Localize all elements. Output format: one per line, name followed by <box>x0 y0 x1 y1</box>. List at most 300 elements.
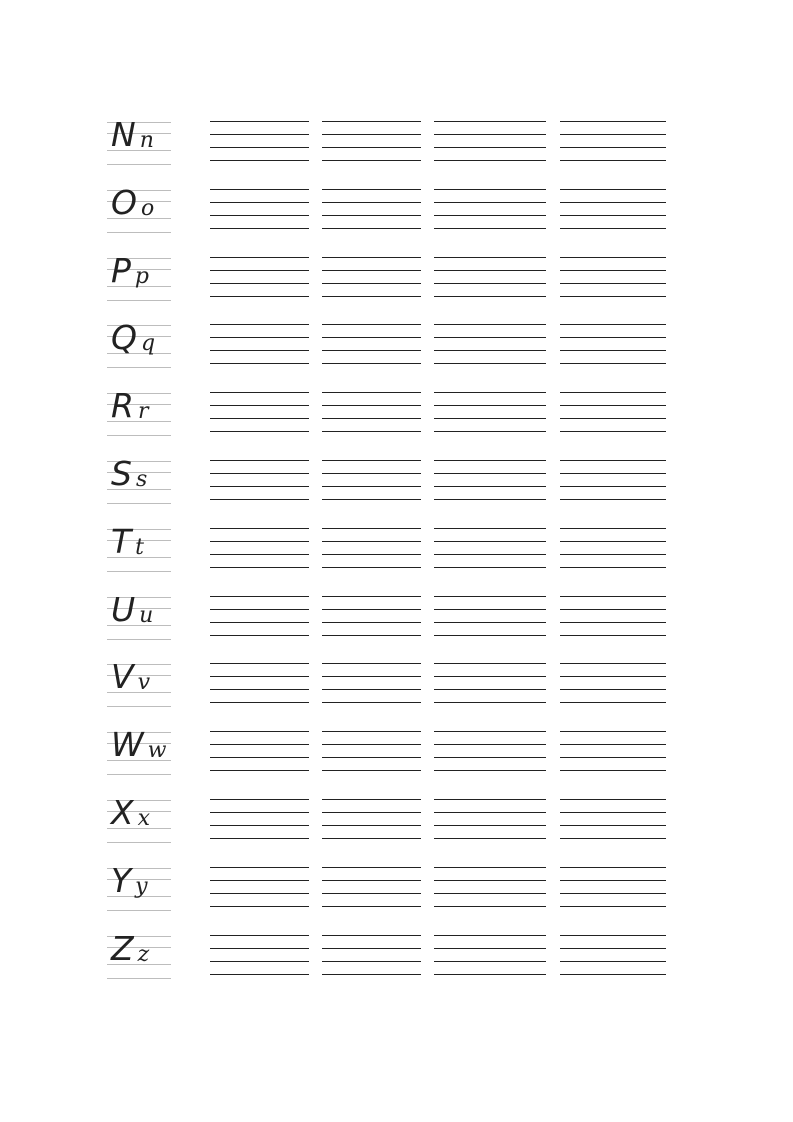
writing-line <box>210 431 309 432</box>
writing-line <box>560 228 666 229</box>
practice-box-1 <box>210 934 309 980</box>
letter-specimen <box>107 522 171 573</box>
writing-line <box>210 880 309 881</box>
practice-box-1 <box>210 866 309 912</box>
practice-box-4 <box>560 934 666 980</box>
writing-line <box>210 121 309 122</box>
practice-box-3 <box>434 730 546 776</box>
writing-line <box>322 189 421 190</box>
writing-line <box>210 337 309 338</box>
guide-line <box>107 842 171 843</box>
writing-line <box>434 283 546 284</box>
letter-pair <box>111 657 151 696</box>
writing-line <box>210 418 309 419</box>
writing-line <box>322 392 421 393</box>
writing-line <box>210 609 309 610</box>
writing-line <box>322 228 421 229</box>
writing-line <box>322 528 421 529</box>
uppercase-letter: Q <box>111 318 137 357</box>
practice-box-1 <box>210 391 309 437</box>
writing-line <box>560 935 666 936</box>
practice-box-2 <box>322 934 421 980</box>
writing-line <box>560 499 666 500</box>
letter-specimen <box>107 725 171 776</box>
writing-line <box>434 392 546 393</box>
writing-line <box>210 134 309 135</box>
uppercase-letter: X <box>111 793 134 832</box>
writing-line <box>322 337 421 338</box>
writing-line <box>560 363 666 364</box>
writing-line <box>210 757 309 758</box>
guide-line <box>107 300 171 301</box>
writing-line <box>560 702 666 703</box>
writing-line <box>210 867 309 868</box>
practice-box-3 <box>434 391 546 437</box>
writing-line <box>560 554 666 555</box>
writing-line <box>434 528 546 529</box>
uppercase-letter: Z <box>111 929 134 968</box>
guide-line <box>107 910 171 911</box>
letter-row-n <box>0 115 793 176</box>
writing-line <box>560 215 666 216</box>
practice-box-3 <box>434 256 546 302</box>
writing-line <box>210 744 309 745</box>
writing-line <box>434 296 546 297</box>
writing-line <box>322 460 421 461</box>
writing-line <box>322 324 421 325</box>
uppercase-letter: P <box>111 251 131 290</box>
practice-box-1 <box>210 120 309 166</box>
writing-line <box>322 961 421 962</box>
letter-row-v <box>0 657 793 718</box>
letter-row-z <box>0 929 793 990</box>
writing-line <box>210 770 309 771</box>
writing-line <box>434 337 546 338</box>
writing-line <box>434 324 546 325</box>
letter-pair <box>111 454 148 493</box>
writing-line <box>434 270 546 271</box>
writing-line <box>434 215 546 216</box>
writing-line <box>322 270 421 271</box>
writing-line <box>434 418 546 419</box>
writing-line <box>560 121 666 122</box>
writing-line <box>322 431 421 432</box>
writing-line <box>210 541 309 542</box>
writing-line <box>434 635 546 636</box>
letter-row-w <box>0 725 793 786</box>
practice-box-4 <box>560 188 666 234</box>
writing-line <box>434 770 546 771</box>
letter-pair <box>111 590 154 629</box>
writing-line <box>322 554 421 555</box>
lowercase-letter: q <box>140 331 156 356</box>
letter-specimen <box>107 861 171 912</box>
writing-line <box>434 460 546 461</box>
lowercase-letter: r <box>137 399 149 424</box>
writing-line <box>322 160 421 161</box>
practice-box-3 <box>434 934 546 980</box>
writing-line <box>322 202 421 203</box>
guide-line <box>107 503 171 504</box>
writing-line <box>210 350 309 351</box>
practice-box-4 <box>560 391 666 437</box>
guide-line <box>107 435 171 436</box>
writing-line <box>434 596 546 597</box>
writing-line <box>434 799 546 800</box>
writing-line <box>210 270 309 271</box>
writing-line <box>434 825 546 826</box>
lowercase-letter: p <box>134 264 149 289</box>
writing-line <box>322 825 421 826</box>
writing-line <box>434 702 546 703</box>
writing-line <box>434 609 546 610</box>
writing-line <box>434 838 546 839</box>
writing-line <box>210 596 309 597</box>
letter-row-t <box>0 522 793 583</box>
practice-box-2 <box>322 527 421 573</box>
writing-line <box>322 609 421 610</box>
uppercase-letter: U <box>111 590 136 629</box>
letter-pair <box>111 861 148 900</box>
practice-box-4 <box>560 120 666 166</box>
letter-row-u <box>0 590 793 651</box>
practice-box-4 <box>560 256 666 302</box>
letter-row-r <box>0 386 793 447</box>
writing-line <box>560 906 666 907</box>
writing-line <box>560 486 666 487</box>
lowercase-letter: y <box>135 874 148 899</box>
practice-box-1 <box>210 730 309 776</box>
practice-box-2 <box>322 459 421 505</box>
letter-specimen <box>107 657 171 708</box>
writing-line <box>434 893 546 894</box>
writing-line <box>434 257 546 258</box>
writing-line <box>210 812 309 813</box>
writing-line <box>210 622 309 623</box>
writing-line <box>560 283 666 284</box>
letter-row-s <box>0 454 793 515</box>
writing-line <box>560 799 666 800</box>
letter-pair <box>111 725 167 764</box>
writing-line <box>210 961 309 962</box>
practice-box-4 <box>560 730 666 776</box>
writing-line <box>210 228 309 229</box>
guide-line <box>107 774 171 775</box>
writing-line <box>210 702 309 703</box>
writing-line <box>322 296 421 297</box>
writing-line <box>560 202 666 203</box>
writing-line <box>560 160 666 161</box>
lowercase-letter: s <box>135 467 148 492</box>
practice-box-4 <box>560 323 666 369</box>
practice-box-2 <box>322 662 421 708</box>
writing-line <box>210 825 309 826</box>
writing-line <box>434 554 546 555</box>
writing-line <box>434 812 546 813</box>
writing-line <box>210 906 309 907</box>
lowercase-letter: o <box>140 196 155 221</box>
writing-line <box>434 906 546 907</box>
writing-line <box>210 499 309 500</box>
writing-line <box>322 731 421 732</box>
writing-line <box>210 893 309 894</box>
practice-box-1 <box>210 595 309 641</box>
writing-line <box>210 189 309 190</box>
writing-line <box>560 189 666 190</box>
letter-pair <box>111 793 151 832</box>
writing-line <box>434 160 546 161</box>
lowercase-letter: x <box>137 806 151 831</box>
writing-line <box>210 731 309 732</box>
writing-line <box>322 405 421 406</box>
practice-box-3 <box>434 595 546 641</box>
writing-line <box>210 473 309 474</box>
writing-line <box>210 838 309 839</box>
writing-line <box>434 541 546 542</box>
writing-line <box>434 431 546 432</box>
writing-line <box>560 147 666 148</box>
writing-line <box>560 270 666 271</box>
writing-line <box>322 948 421 949</box>
uppercase-letter: W <box>111 725 144 764</box>
practice-box-1 <box>210 459 309 505</box>
practice-box-1 <box>210 527 309 573</box>
writing-line <box>560 567 666 568</box>
practice-box-3 <box>434 527 546 573</box>
writing-line <box>560 867 666 868</box>
writing-line <box>434 567 546 568</box>
writing-line <box>560 770 666 771</box>
letter-pair <box>111 522 145 561</box>
writing-line <box>210 689 309 690</box>
writing-line <box>322 799 421 800</box>
writing-line <box>322 744 421 745</box>
writing-line <box>434 689 546 690</box>
writing-line <box>210 935 309 936</box>
letter-specimen <box>107 929 171 980</box>
letter-specimen <box>107 115 171 166</box>
writing-line <box>560 392 666 393</box>
writing-line <box>560 337 666 338</box>
letter-pair <box>111 115 154 154</box>
writing-line <box>322 689 421 690</box>
practice-box-2 <box>322 730 421 776</box>
writing-line <box>210 554 309 555</box>
writing-line <box>560 812 666 813</box>
writing-line <box>560 757 666 758</box>
writing-line <box>322 541 421 542</box>
writing-line <box>210 528 309 529</box>
letter-specimen <box>107 590 171 641</box>
writing-line <box>322 974 421 975</box>
writing-line <box>322 473 421 474</box>
writing-line <box>560 418 666 419</box>
writing-line <box>210 324 309 325</box>
writing-line <box>560 296 666 297</box>
guide-line <box>107 639 171 640</box>
writing-line <box>560 744 666 745</box>
writing-line <box>322 935 421 936</box>
practice-box-4 <box>560 662 666 708</box>
practice-box-3 <box>434 459 546 505</box>
writing-line <box>434 228 546 229</box>
writing-line <box>322 838 421 839</box>
writing-line <box>210 460 309 461</box>
practice-box-4 <box>560 459 666 505</box>
writing-line <box>560 635 666 636</box>
letter-specimen <box>107 793 171 844</box>
writing-line <box>322 893 421 894</box>
writing-line <box>210 405 309 406</box>
writing-line <box>434 663 546 664</box>
writing-line <box>560 676 666 677</box>
writing-line <box>322 757 421 758</box>
writing-line <box>210 948 309 949</box>
letter-pair <box>111 929 150 968</box>
writing-line <box>560 838 666 839</box>
writing-line <box>560 689 666 690</box>
writing-line <box>434 486 546 487</box>
writing-line <box>322 257 421 258</box>
writing-line <box>434 405 546 406</box>
writing-line <box>322 486 421 487</box>
writing-line <box>210 974 309 975</box>
practice-box-1 <box>210 798 309 844</box>
writing-line <box>322 635 421 636</box>
writing-line <box>322 121 421 122</box>
writing-line <box>434 363 546 364</box>
writing-line <box>434 880 546 881</box>
writing-line <box>560 948 666 949</box>
letter-pair <box>111 386 149 425</box>
lowercase-letter: u <box>139 603 154 628</box>
letter-row-x <box>0 793 793 854</box>
writing-line <box>210 567 309 568</box>
letter-row-p <box>0 251 793 312</box>
writing-line <box>322 283 421 284</box>
writing-line <box>210 215 309 216</box>
uppercase-letter: N <box>111 115 136 154</box>
practice-box-2 <box>322 256 421 302</box>
letter-specimen <box>107 386 171 437</box>
writing-line <box>322 418 421 419</box>
writing-line <box>560 405 666 406</box>
practice-box-2 <box>322 595 421 641</box>
writing-line <box>322 596 421 597</box>
letter-specimen <box>107 318 171 369</box>
writing-line <box>322 663 421 664</box>
practice-box-2 <box>322 798 421 844</box>
writing-line <box>434 350 546 351</box>
writing-line <box>322 147 421 148</box>
practice-box-1 <box>210 256 309 302</box>
writing-line <box>322 867 421 868</box>
writing-line <box>210 296 309 297</box>
writing-line <box>560 893 666 894</box>
writing-line <box>210 147 309 148</box>
lowercase-letter: n <box>139 128 154 153</box>
writing-line <box>560 528 666 529</box>
writing-line <box>322 499 421 500</box>
practice-box-2 <box>322 188 421 234</box>
practice-box-4 <box>560 866 666 912</box>
writing-line <box>434 676 546 677</box>
writing-line <box>210 392 309 393</box>
practice-box-2 <box>322 391 421 437</box>
guide-line <box>107 571 171 572</box>
writing-line <box>434 499 546 500</box>
writing-line <box>210 160 309 161</box>
practice-box-4 <box>560 527 666 573</box>
uppercase-letter: O <box>111 183 137 222</box>
writing-line <box>322 622 421 623</box>
writing-line <box>210 486 309 487</box>
uppercase-letter: S <box>111 454 132 493</box>
writing-line <box>434 757 546 758</box>
writing-line <box>434 974 546 975</box>
writing-line <box>434 189 546 190</box>
writing-line <box>210 663 309 664</box>
guide-line <box>107 978 171 979</box>
guide-line <box>107 706 171 707</box>
writing-line <box>322 350 421 351</box>
practice-box-3 <box>434 798 546 844</box>
letter-specimen <box>107 183 171 234</box>
writing-line <box>210 283 309 284</box>
letter-row-q <box>0 318 793 379</box>
letter-pair <box>111 251 149 290</box>
writing-line <box>560 609 666 610</box>
lowercase-letter: z <box>137 942 150 967</box>
guide-line <box>107 164 171 165</box>
writing-line <box>210 676 309 677</box>
uppercase-letter: V <box>111 657 134 696</box>
practice-box-4 <box>560 798 666 844</box>
lowercase-letter: v <box>137 670 151 695</box>
writing-line <box>210 635 309 636</box>
writing-line <box>434 121 546 122</box>
writing-line <box>434 867 546 868</box>
writing-line <box>434 147 546 148</box>
writing-line <box>560 596 666 597</box>
writing-line <box>560 473 666 474</box>
practice-box-3 <box>434 323 546 369</box>
writing-line <box>434 202 546 203</box>
practice-box-2 <box>322 323 421 369</box>
writing-line <box>210 363 309 364</box>
guide-line <box>107 232 171 233</box>
writing-line <box>560 541 666 542</box>
writing-line <box>560 731 666 732</box>
writing-line <box>210 799 309 800</box>
writing-line <box>434 731 546 732</box>
lowercase-letter: t <box>135 535 145 560</box>
writing-line <box>434 134 546 135</box>
writing-line <box>322 134 421 135</box>
letter-pair <box>111 318 156 357</box>
writing-line <box>322 567 421 568</box>
practice-box-2 <box>322 120 421 166</box>
letter-row-o <box>0 183 793 244</box>
writing-line <box>322 880 421 881</box>
writing-line <box>560 431 666 432</box>
writing-line <box>434 961 546 962</box>
letter-specimen <box>107 454 171 505</box>
writing-line <box>210 202 309 203</box>
writing-line <box>322 906 421 907</box>
writing-line <box>560 460 666 461</box>
practice-box-2 <box>322 866 421 912</box>
